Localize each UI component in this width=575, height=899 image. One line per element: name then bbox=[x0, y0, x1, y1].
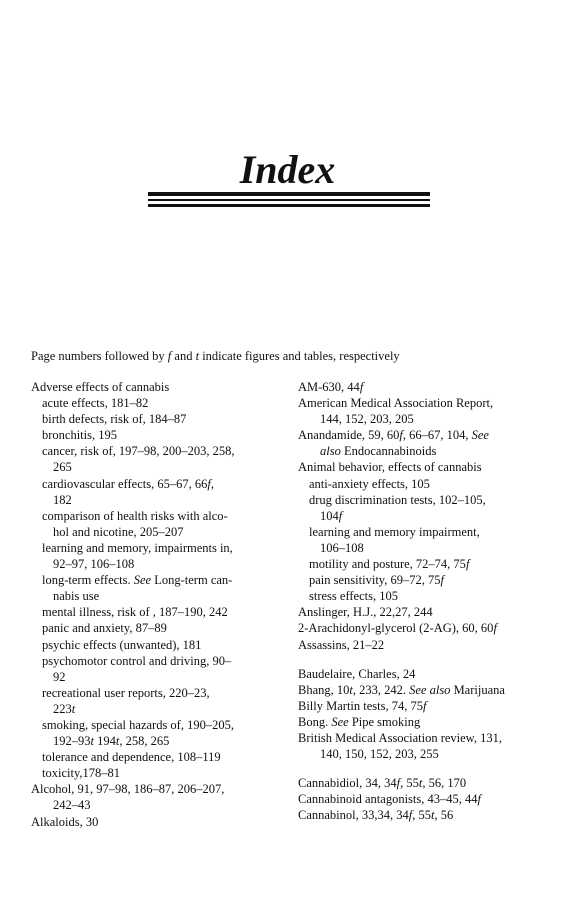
entry-text: Long-term can- bbox=[151, 573, 233, 588]
entry-text: Marijuana bbox=[450, 682, 505, 697]
page-title: Index bbox=[239, 147, 336, 192]
index-subentry bbox=[31, 604, 286, 620]
italic-marker: t bbox=[115, 734, 120, 749]
entry-text: 182 bbox=[53, 492, 72, 507]
entry-text: AM-630, 44 bbox=[298, 380, 360, 394]
entry-text: Bong. bbox=[298, 714, 332, 729]
italic-marker: See also bbox=[409, 682, 451, 697]
index-entry bbox=[31, 379, 286, 395]
index-subentry bbox=[31, 427, 286, 443]
italic-marker: f bbox=[359, 380, 364, 394]
entry-text: , 56 bbox=[434, 808, 454, 823]
entry-text: cancer, risk of, 197–98, 200–203, 258, bbox=[42, 444, 235, 459]
entry-text: , 55 bbox=[412, 808, 431, 823]
entry-text: learning and memory, impairments in, bbox=[42, 540, 233, 555]
entry-text: Endocannabinoids bbox=[340, 444, 437, 459]
index-entry bbox=[298, 730, 558, 746]
italic-marker: f bbox=[477, 792, 481, 807]
index-subentry bbox=[31, 653, 286, 669]
index-intro-note bbox=[31, 348, 551, 364]
entry-text: Pipe smoking bbox=[348, 714, 421, 729]
entry-text: panic and anxiety, 87–89 bbox=[42, 621, 167, 636]
index-subentry bbox=[31, 540, 286, 556]
entry-text: 192–93 bbox=[53, 734, 91, 749]
index-subentry bbox=[31, 395, 286, 411]
index-entry bbox=[298, 395, 558, 411]
italic-marker: f bbox=[423, 698, 427, 713]
entry-text: drug discrimination tests, 102–105, bbox=[309, 492, 486, 507]
entry-text: , 233, 242. bbox=[352, 682, 410, 697]
index-subentry bbox=[31, 637, 286, 653]
index-subentry bbox=[31, 476, 286, 492]
index-subentry bbox=[298, 556, 558, 572]
index-subentry bbox=[298, 476, 558, 492]
entry-text: 223 bbox=[53, 701, 72, 716]
entry-text: comparison of health risks with alco- bbox=[42, 508, 228, 523]
index-entry-continuation bbox=[31, 492, 286, 508]
intro-text-start: Page numbers followed by bbox=[31, 349, 168, 363]
index-entry bbox=[298, 637, 558, 653]
entry-text: Cannabidiol, 34, 34 bbox=[298, 776, 397, 791]
italic-marker: t bbox=[71, 701, 76, 716]
index-entry bbox=[298, 620, 558, 636]
italic-marker: f bbox=[396, 776, 401, 791]
index-entry bbox=[298, 698, 558, 714]
entry-text: Adverse effects of cannabis bbox=[31, 380, 170, 394]
entry-text: Anslinger, H.J., 22,27, 244 bbox=[298, 605, 433, 620]
title-rule-thin bbox=[148, 199, 430, 201]
entry-text: 265 bbox=[53, 460, 72, 475]
entry-text: Alkaloids, 30 bbox=[31, 814, 99, 829]
entry-text: smoking, special hazards of, 190–205, bbox=[42, 717, 234, 732]
italic-marker: f bbox=[465, 557, 470, 572]
index-subentry bbox=[31, 749, 286, 765]
entry-text: mental illness, risk of , 187–190, 242 bbox=[42, 605, 228, 620]
entry-text: motility and posture, 72–74, 75 bbox=[309, 557, 466, 572]
index-entry-continuation bbox=[31, 556, 286, 572]
index-entry bbox=[298, 791, 558, 807]
index-subentry bbox=[31, 717, 286, 733]
index-entry bbox=[31, 814, 286, 830]
index-column-right bbox=[298, 379, 558, 823]
index-entry-continuation bbox=[298, 508, 558, 524]
entry-text: learning and memory impairment, bbox=[309, 524, 480, 539]
entry-text: stress effects, 105 bbox=[309, 589, 398, 604]
index-subentry bbox=[298, 588, 558, 604]
index-entry bbox=[298, 379, 558, 395]
entry-text: pain sensitivity, 69–72, 75 bbox=[309, 573, 441, 588]
title-rule-bottom bbox=[148, 204, 430, 207]
entry-text: 194 bbox=[93, 734, 116, 749]
index-entry bbox=[298, 459, 558, 475]
entry-text: psychomotor control and driving, 90– bbox=[42, 653, 232, 668]
index-entry-continuation bbox=[31, 588, 286, 604]
index-subentry bbox=[298, 492, 558, 508]
entry-text: American Medical Association Report, bbox=[298, 396, 494, 411]
italic-marker: f bbox=[338, 508, 343, 523]
index-entry-continuation bbox=[298, 540, 558, 556]
entry-text: , 66–67, 104, bbox=[402, 428, 472, 443]
italic-marker: f bbox=[408, 808, 413, 823]
entry-text: 2-Arachidonyl-glycerol (2-AG), 60, 60 bbox=[298, 621, 494, 636]
italic-marker: f bbox=[207, 476, 211, 491]
index-entry bbox=[298, 666, 558, 682]
entry-text: 140, 150, 152, 203, 255 bbox=[320, 747, 439, 762]
index-entry-continuation bbox=[298, 746, 558, 762]
entry-text: Cannabinoid antagonists, 43–45, 44 bbox=[298, 792, 478, 807]
index-entry-continuation bbox=[298, 411, 558, 427]
italic-marker: t bbox=[90, 734, 94, 749]
index-subentry bbox=[31, 572, 286, 588]
index-subentry bbox=[31, 411, 286, 427]
index-entry-continuation bbox=[31, 701, 286, 717]
italic-marker: t bbox=[418, 776, 423, 791]
entry-text: Anandamide, 59, 60 bbox=[298, 428, 400, 443]
intro-text-middle: and bbox=[171, 349, 196, 363]
index-subentry bbox=[298, 572, 558, 588]
entry-text: acute effects, 181–82 bbox=[42, 396, 149, 411]
entry-text: anti-anxiety effects, 105 bbox=[309, 476, 430, 491]
entry-group-gap bbox=[298, 653, 558, 666]
index-subentry bbox=[31, 765, 286, 781]
entry-text: Cannabinol, 33,34, 34 bbox=[298, 808, 409, 823]
entry-text: long-term effects. bbox=[42, 573, 134, 588]
index-subentry bbox=[31, 443, 286, 459]
italic-marker: See bbox=[133, 573, 152, 588]
entry-text: 104 bbox=[320, 508, 339, 523]
entry-text: , 55 bbox=[400, 776, 419, 791]
index-entry-continuation bbox=[31, 797, 286, 813]
entry-text: cardiovascular effects, 65–67, 66 bbox=[42, 476, 208, 491]
index-entry-continuation bbox=[31, 524, 286, 540]
index-entry-continuation bbox=[31, 669, 286, 685]
entry-text: , 258, 265 bbox=[119, 734, 170, 749]
entry-text: Billy Martin tests, 74, 75 bbox=[298, 698, 423, 713]
index-entry bbox=[298, 775, 558, 791]
entry-group-gap bbox=[298, 762, 558, 775]
entry-text: Bhang, 10 bbox=[298, 682, 350, 697]
intro-f-marker: f bbox=[167, 349, 172, 363]
index-subentry bbox=[31, 620, 286, 636]
index-entry-continuation bbox=[298, 443, 558, 459]
italic-marker: f bbox=[399, 428, 403, 443]
index-entry bbox=[298, 604, 558, 620]
index-entry-continuation bbox=[31, 459, 286, 475]
italic-marker: f bbox=[440, 573, 444, 588]
index-entry bbox=[31, 781, 286, 797]
italic-marker: f bbox=[493, 621, 497, 636]
index-entry bbox=[298, 714, 558, 730]
entry-text: 242–43 bbox=[53, 798, 91, 813]
italic-marker: also bbox=[320, 444, 341, 459]
italic-marker: See bbox=[331, 714, 349, 729]
index-column-left bbox=[31, 379, 286, 830]
entry-text: 106–108 bbox=[320, 540, 364, 555]
entry-text: Animal behavior, effects of cannabis bbox=[298, 460, 482, 475]
index-subentry bbox=[298, 524, 558, 540]
entry-text: 144, 152, 203, 205 bbox=[320, 412, 414, 427]
entry-text: British Medical Association review, 131, bbox=[298, 730, 503, 745]
intro-text-end: indicate figures and tables, respectively bbox=[199, 349, 400, 363]
entry-text: psychic effects (unwanted), 181 bbox=[42, 637, 202, 652]
italic-marker: See bbox=[471, 428, 489, 443]
index-subentry bbox=[31, 508, 286, 524]
intro-t-marker: t bbox=[195, 349, 200, 363]
entry-text: , bbox=[210, 476, 214, 491]
entry-text: Assassins, 21–22 bbox=[298, 637, 385, 652]
italic-marker: t bbox=[349, 682, 353, 697]
index-entry bbox=[298, 682, 558, 698]
index-entry bbox=[298, 807, 558, 823]
index-entry bbox=[298, 427, 558, 443]
index-entry-continuation bbox=[31, 733, 286, 749]
entry-text: tolerance and dependence, 108–119 bbox=[42, 750, 221, 765]
entry-text: toxicity,178–81 bbox=[42, 766, 121, 781]
entry-text: birth defects, risk of, 184–87 bbox=[42, 412, 187, 427]
entry-text: 92 bbox=[53, 669, 66, 684]
entry-text: hol and nicotine, 205–207 bbox=[53, 524, 184, 539]
entry-text: nabis use bbox=[53, 589, 100, 604]
entry-text: Alcohol, 91, 97–98, 186–87, 206–207, bbox=[31, 782, 225, 797]
title-rule-thick bbox=[148, 192, 430, 196]
entry-text: 92–97, 106–108 bbox=[53, 557, 135, 572]
index-subentry bbox=[31, 685, 286, 701]
entry-text: recreational user reports, 220–23, bbox=[42, 685, 210, 700]
entry-text: , 56, 170 bbox=[422, 776, 467, 791]
italic-marker: t bbox=[431, 808, 435, 823]
entry-text: bronchitis, 195 bbox=[42, 428, 117, 443]
entry-text: Baudelaire, Charles, 24 bbox=[298, 666, 416, 681]
